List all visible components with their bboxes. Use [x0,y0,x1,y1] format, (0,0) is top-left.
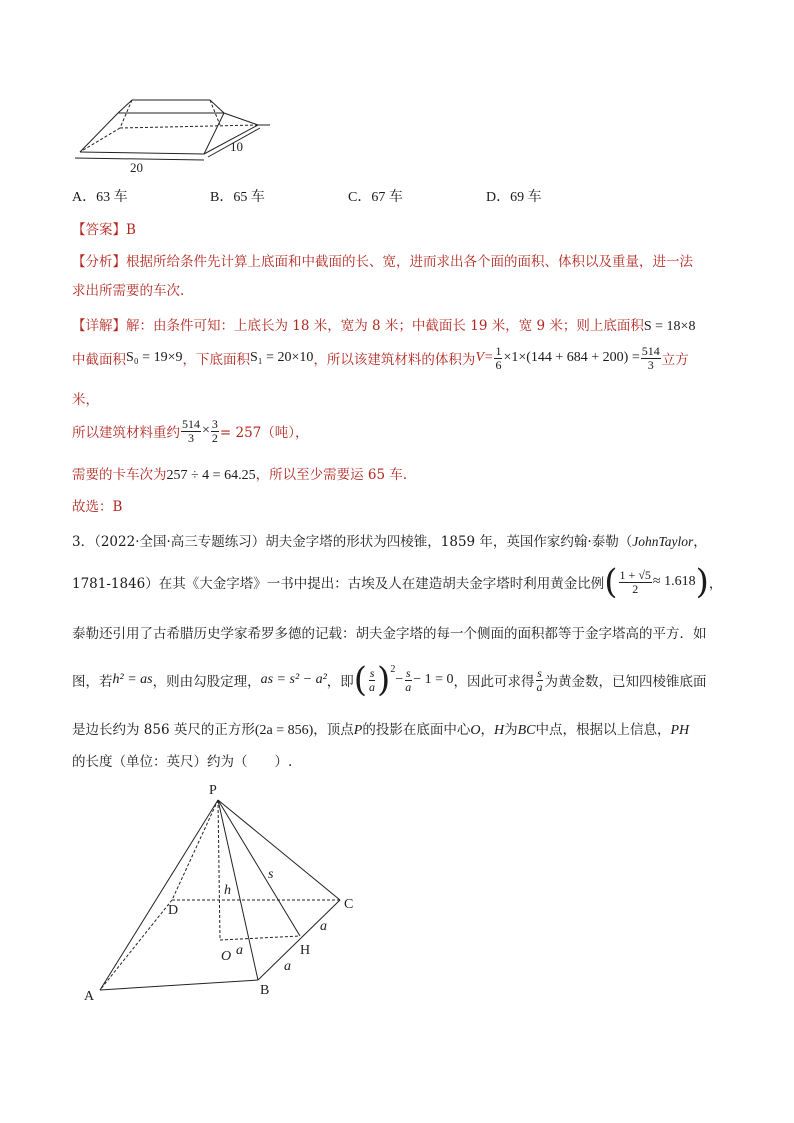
fraction-num: 1 [495,343,502,358]
detail-text: ；则上底面积 [562,318,644,334]
fraction [494,345,502,371]
fraction [181,418,201,444]
detail-value: 9 米 [532,318,563,334]
fraction [211,418,219,444]
formula: V= [475,350,494,365]
label-B: B [260,983,270,998]
detail-value: 65 车. [363,467,408,483]
label-a-oh: a [236,943,243,958]
point-label: PH [670,723,690,738]
detail-value: 18 米 [288,318,328,334]
formula: 257 ÷ 4 = 64.25 [166,468,256,483]
fraction-den: 3 [647,357,654,372]
detail-line-4 [72,414,309,448]
label-s: s [268,867,274,882]
detail-text: ，宽 [505,318,533,334]
q3-text: 图，若 [72,674,113,690]
q3-text: 的投影在底面中心 [362,722,471,738]
label-P: P [209,783,217,798]
q3-text: 1781-1846）在其《大金字塔》一书中提出：古埃及人在建造胡夫金字塔时利用黄金比例 [72,576,605,592]
analysis-tag: 【分析】 [72,254,126,270]
fraction [641,345,661,371]
fraction-num: 514 [641,343,660,358]
label-h: h [224,883,231,898]
answer-line [72,218,136,238]
q3-text: 是边长约为 856 英尺的正方形 [72,722,255,738]
detail-text: ；中截面长 [398,318,466,334]
q3-text: 中点，根据以上信息， [535,722,671,738]
fraction-num: 1 + √5 [619,567,651,582]
formula: (2a = 856) [254,723,314,738]
detail-text: 解：由条件可知：上底长为 [126,318,288,334]
detail-text: 所以建筑材料重约 [72,425,180,441]
formula: − 1 = 0 [413,672,454,687]
analysis-line-2: 求出所需要的车次. [72,283,185,299]
paren-right: ) [695,562,709,602]
paren-right: ) [377,660,391,700]
dimension-20: 20 [130,160,143,174]
label-A: A [84,989,95,1004]
q3-text: ， [693,534,707,550]
q3-text: ， [480,722,494,738]
fraction-num: s [537,665,542,680]
formula: × [202,423,210,438]
label-a-hc: a [320,919,327,934]
fraction-den: 2 [632,581,639,596]
label-a-bh: a [284,959,291,974]
dimension-10: 10 [230,139,243,154]
detail-text: ，宽为 [327,318,368,334]
formula: S₁ = 20×10 [249,350,314,365]
formula: as = s² − a² [260,672,327,687]
choice-a[interactable]: A．63 车 [72,190,128,205]
detail-text: ，所以至少需要运 [255,467,364,483]
fraction-den: 3 [188,430,194,445]
label-O: O [221,949,232,964]
exponent: 2 [390,664,396,675]
label-H: H [300,943,311,958]
q3-text: ，则由勾股定理， [152,674,261,690]
analysis-line-1 [72,250,693,270]
q3-text: ，因此可求得 [453,674,535,690]
detail-text: 需要的卡车次为 [72,467,167,483]
q3-name: JohnTaylor [632,534,694,549]
detail-text: ，所以该建筑材料的体积为 [313,352,476,368]
fraction [536,667,544,693]
q3-text: 为 [504,722,518,738]
q3-line-6: 的长度（单位：英尺）约为（ ）. [72,754,293,770]
formula: S = 18×8 [643,319,696,334]
fraction [619,569,652,595]
label-D: D [168,903,179,918]
fraction-num: s [405,665,411,680]
detail-line-5 [72,463,407,484]
pyramid-figure [78,778,378,1006]
q3-text: 为黄金数，已知四棱锥底面 [544,674,707,690]
fraction-den: 2 [211,430,218,445]
q3-line-2 [72,562,722,602]
q3-text: ，顶点 [313,722,354,738]
detail-line-3: 米， [72,392,99,408]
detail-line-1 [72,314,695,335]
q3-line-4 [72,660,707,700]
formula: S₀ = 19×9 [126,350,183,365]
analysis-text-1: 根据所给条件先计算上底面和中截面的长、宽，进而求出各个面的面积、体积以及重量，进一法 [126,254,693,270]
point-label: H [493,723,505,738]
detail-line-2 [72,342,689,374]
fraction-num: 514 [182,416,200,431]
detail-tag: 【详解】 [72,318,126,334]
label-C: C [344,897,354,912]
q3-line-5 [72,718,689,739]
detail-value: 19 米 [465,318,506,334]
detail-text: ，下底面积 [182,352,250,368]
choice-b[interactable]: B．65 车 [210,190,265,205]
detail-text: = 257（吨）， [219,425,309,441]
answer-tag: 【答案】 [72,222,126,238]
fraction-den: a [536,679,543,694]
point-label: BC [517,723,536,738]
point-label: O [470,723,481,738]
paren-left: ( [353,660,368,700]
q3-text: 3．（2022·全国·高三专题练习）胡夫金字塔的形状为四棱锥，1859 年，英国作家约翰·泰勒（ [72,534,633,550]
detail-line-6: 故选：B [72,499,123,515]
paren-left: ( [604,562,618,602]
fraction [404,667,412,693]
fraction-den: 6 [495,357,502,372]
fraction-den: a [369,679,376,694]
choice-c[interactable]: C．67 车 [348,190,403,205]
choice-d[interactable]: D．69 车 [486,190,542,205]
trapezoid-prism-figure [70,92,270,174]
point-label: P [353,723,363,738]
q3-text: ， [708,576,723,592]
formula: ×1×(144 + 684 + 200) = [503,350,640,365]
answer-value: B [126,222,136,238]
fraction-den: a [405,679,412,694]
detail-text: 中截面积 [72,352,126,368]
fraction-num: 3 [211,416,218,431]
fraction-num: s [369,665,375,680]
q3-line-1 [72,530,707,550]
formula: ≈ 1.618 [652,574,696,589]
detail-text: 立方 [661,352,689,368]
q3-text: ，即 [326,674,354,690]
detail-value: 8 米 [367,318,399,334]
q3-line-3: 泰勒还引用了古希腊历史学家希罗多德的记载：胡夫金字塔的每一个侧面的面积都等于金字塔高的平方．如 [72,626,707,642]
formula: − [395,672,404,687]
fraction [368,667,376,693]
formula: h² = as [112,672,153,687]
